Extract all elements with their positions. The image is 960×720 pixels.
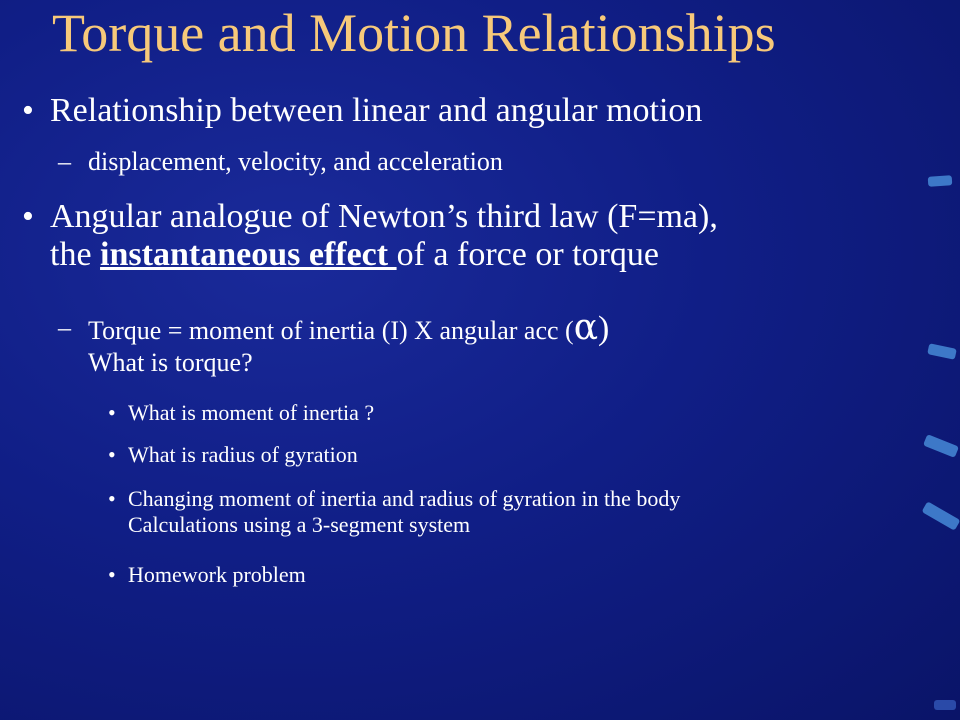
close-paren: ) <box>598 310 610 347</box>
sub3-line1: Changing moment of inertia and radius of gyration in the body <box>128 486 681 511</box>
decorative-stripe <box>928 175 953 187</box>
sub3-text: What is radius of gyration <box>128 442 358 467</box>
bullet-marker: • <box>22 198 34 235</box>
dash-marker: – <box>58 313 71 342</box>
subbullet-torque <box>58 307 610 379</box>
bullet-marker: • <box>108 400 116 425</box>
bullet-line2 <box>50 236 718 274</box>
decorative-stripe <box>934 700 956 710</box>
decorative-stripe <box>927 343 957 360</box>
line2-pre: the <box>50 236 101 273</box>
slide-title: Torque and Motion Relationships <box>52 3 776 63</box>
bullet-text: Relationship between linear and angular motion <box>50 92 703 129</box>
bullet-angular-analogue <box>22 198 718 274</box>
instantaneous-effect-underlined: instantaneous effect <box>100 236 397 273</box>
alpha-symbol: α <box>573 307 599 348</box>
dash-marker: – <box>58 147 71 176</box>
torque-line1 <box>88 307 610 348</box>
line2-post: of a force or torque <box>396 236 659 273</box>
subbullet-text: displacement, velocity, and acceleration <box>88 147 503 176</box>
bullet-linear-angular <box>22 92 702 130</box>
sub3-line2: Calculations using a 3-segment system <box>128 512 471 537</box>
decorative-stripe <box>923 434 959 458</box>
subbullet-displacement <box>58 146 503 178</box>
bullet-marker: • <box>108 562 116 587</box>
bullet-marker: • <box>108 442 116 467</box>
torque-formula: Torque = moment of inertia (I) X angular acc ( <box>88 316 574 345</box>
bullet-marker: • <box>22 92 34 129</box>
sub3-moment-of-inertia <box>108 400 374 426</box>
sub3-text: What is moment of inertia ? <box>128 400 375 425</box>
torque-line2: What is torque? <box>88 348 253 377</box>
sub3-changing-moment <box>108 486 680 538</box>
sub3-text: Homework problem <box>128 562 306 587</box>
bullet-line1: Angular analogue of Newton’s third law (F=ma), <box>50 198 718 235</box>
decorative-stripe <box>922 501 960 530</box>
bullet-marker: • <box>108 486 116 511</box>
sub3-homework <box>108 562 306 588</box>
sub3-radius-of-gyration <box>108 442 358 468</box>
